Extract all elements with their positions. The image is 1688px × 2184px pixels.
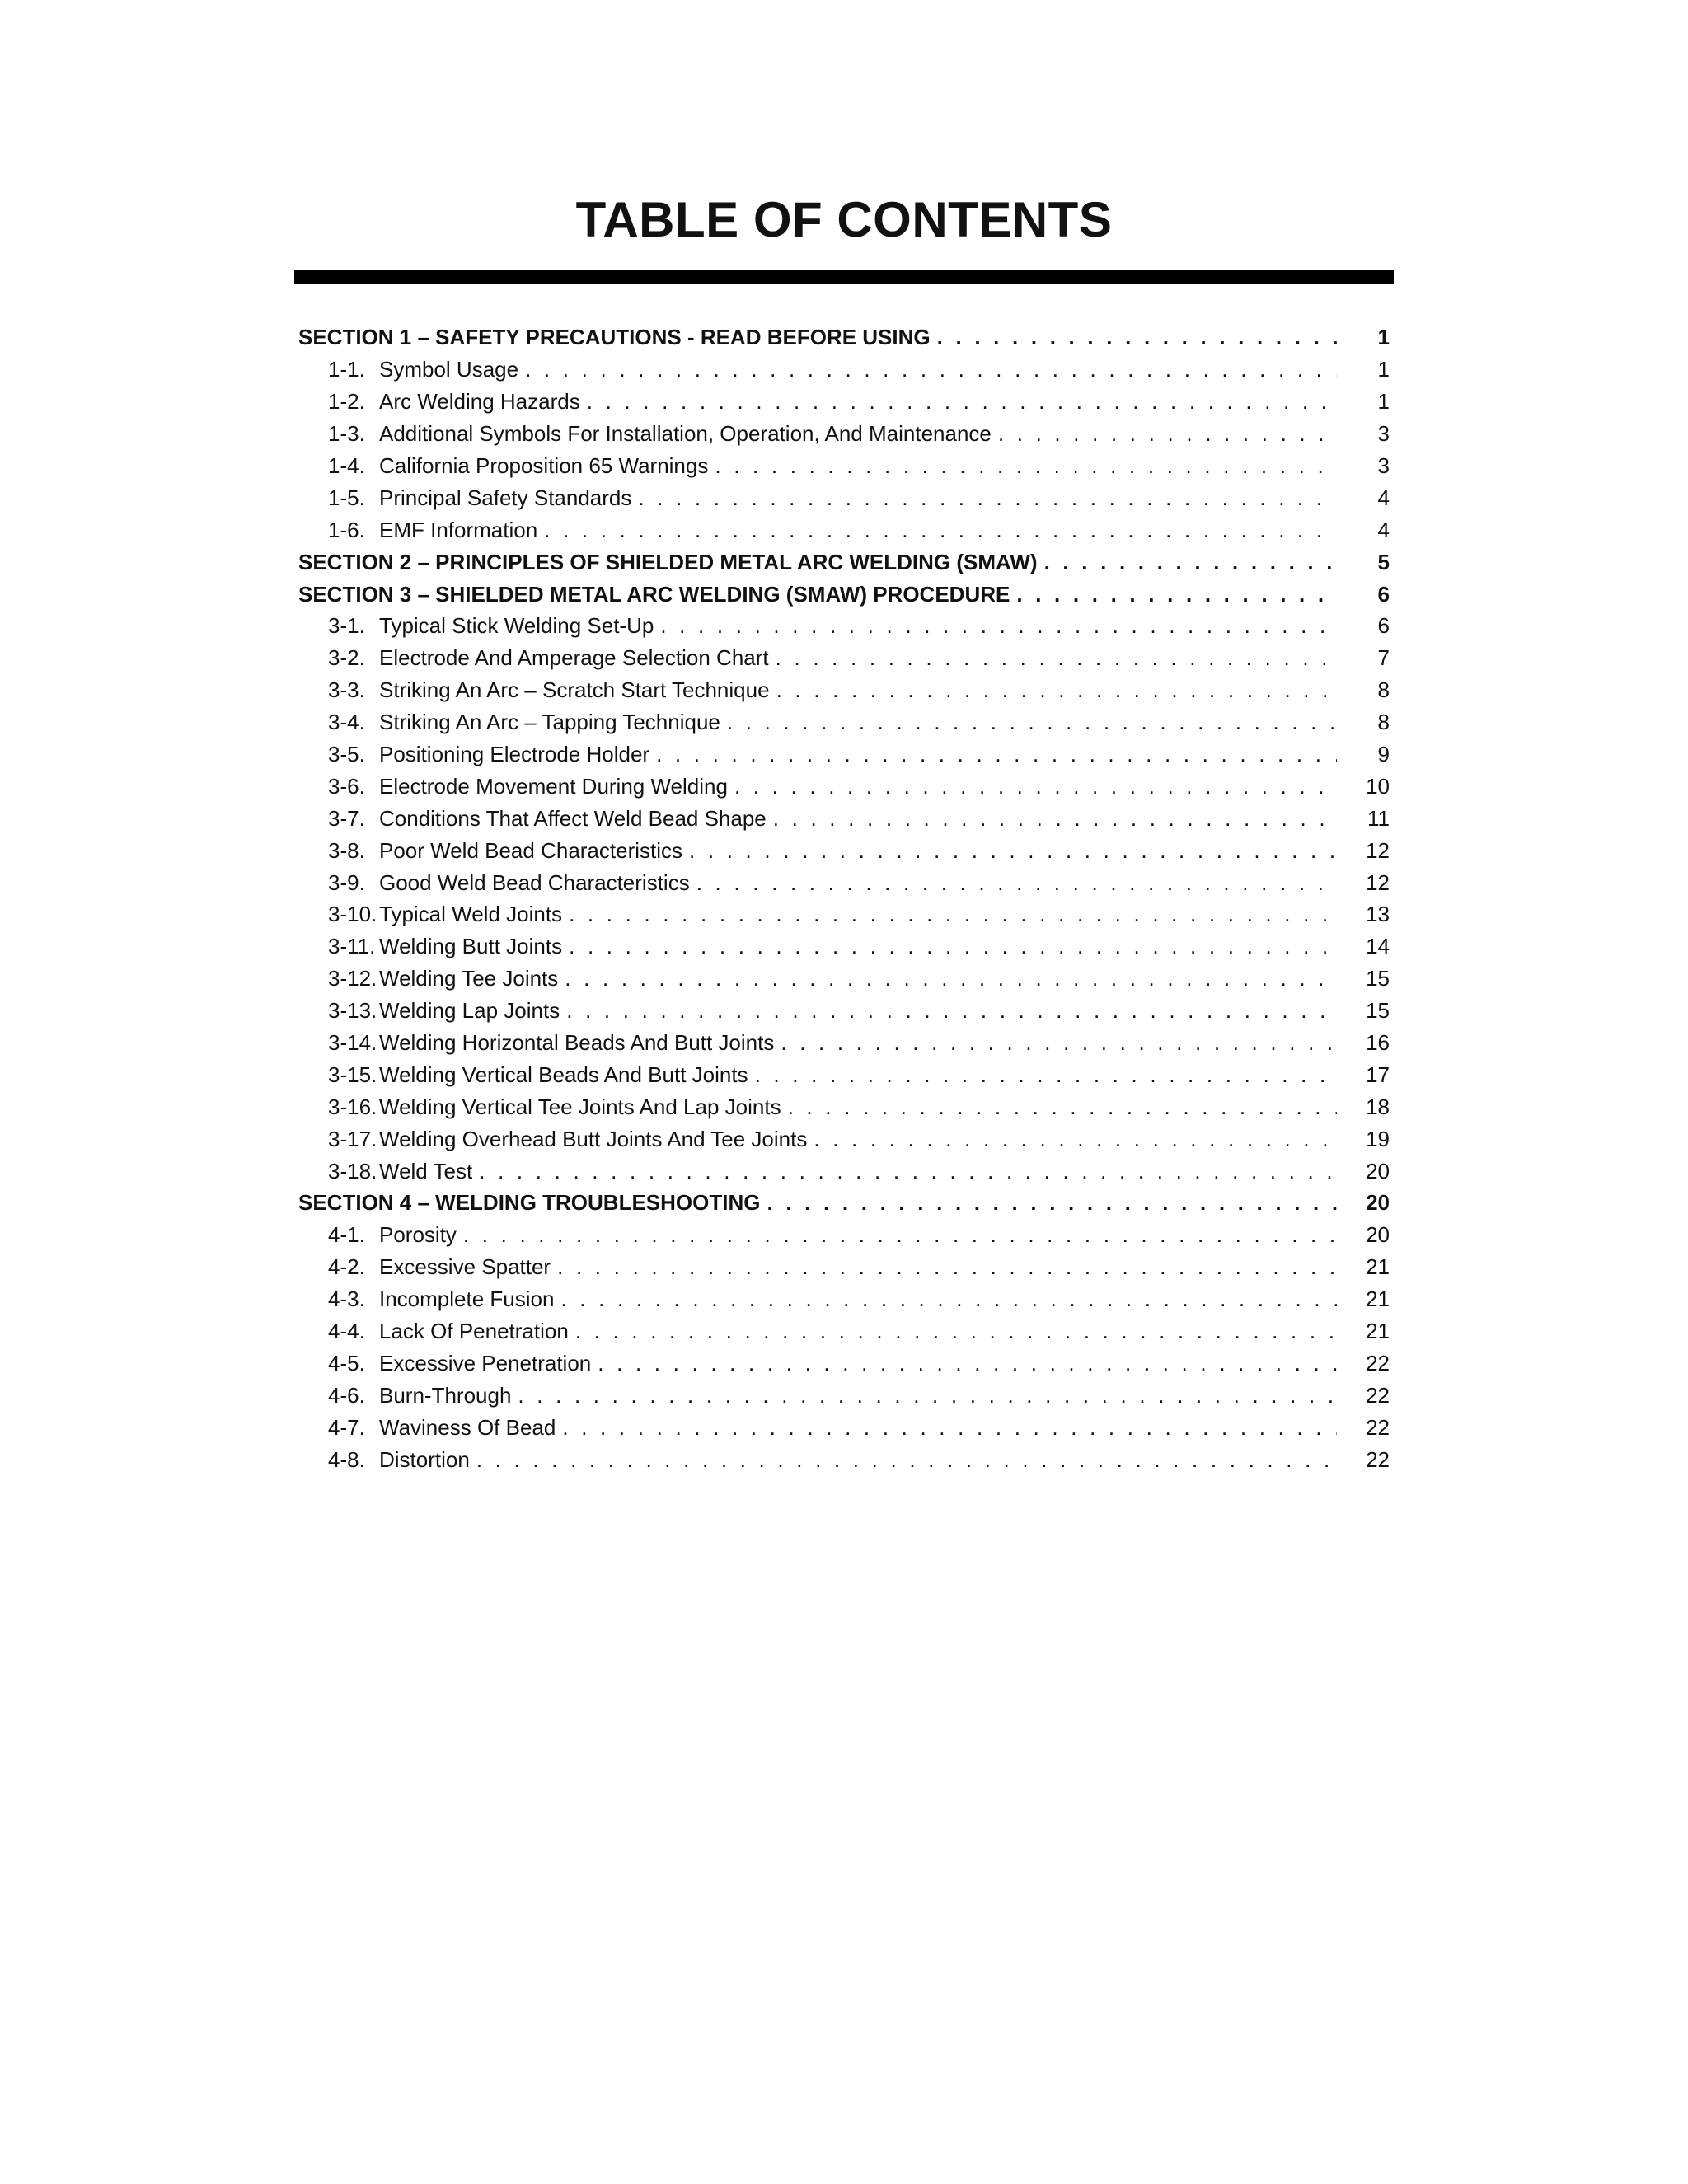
toc-subsection-entry[interactable] <box>298 1155 1395 1187</box>
toc-page-number: 5 <box>1377 549 1390 574</box>
toc-page-number: 20 <box>1366 1158 1390 1183</box>
toc-entry-number: 3-3. <box>328 677 365 703</box>
dot-leader <box>776 642 1337 673</box>
toc-entry-number: 3-18. <box>328 1158 377 1183</box>
toc-subsection-entry[interactable] <box>298 834 1395 866</box>
toc-subsection-entry[interactable] <box>298 1347 1395 1380</box>
toc-page-number: 1 <box>1377 325 1390 350</box>
toc-entry-title: Welding Horizontal Beads And Butt Joints <box>379 1030 775 1056</box>
toc-page-number: 3 <box>1377 421 1390 447</box>
toc-entry-title: EMF Information <box>379 517 538 542</box>
toc-subsection-entry[interactable] <box>298 930 1395 963</box>
toc-entry-number: 4-7. <box>328 1414 365 1440</box>
toc-entry-number: 1-4. <box>328 453 365 478</box>
toc-subsection-entry[interactable] <box>298 1283 1395 1315</box>
toc-page-number: 15 <box>1366 998 1390 1024</box>
toc-entry-number: 1-2. <box>328 389 365 415</box>
toc-page-number: 7 <box>1377 645 1390 671</box>
toc-entry-number: 4-6. <box>328 1382 365 1408</box>
toc-page-number: 17 <box>1366 1062 1390 1087</box>
toc-entry-title: Symbol Usage <box>379 357 519 382</box>
toc-entry-title: Weld Test <box>379 1158 473 1183</box>
toc-entry-number: 3-7. <box>328 805 365 831</box>
dot-leader <box>569 930 1337 962</box>
toc-subsection-entry[interactable] <box>298 642 1395 674</box>
toc-entry-title: Welding Tee Joints <box>379 966 559 991</box>
dot-leader <box>776 674 1337 705</box>
toc-entry-number: 1-1. <box>328 357 365 382</box>
toc-entry-number: 4-8. <box>328 1446 365 1472</box>
toc-subsection-entry[interactable] <box>298 770 1395 802</box>
dot-leader <box>479 1155 1337 1187</box>
toc-entry-number: 3-17. <box>328 1126 377 1151</box>
toc-subsection-entry[interactable] <box>298 1058 1395 1090</box>
toc-entry-title: Positioning Electrode Holder <box>379 742 650 767</box>
toc-subsection-entry[interactable] <box>298 513 1395 546</box>
toc-page-number: 10 <box>1366 773 1390 799</box>
toc-entry-number: 3-13. <box>328 998 377 1024</box>
dot-leader <box>562 1412 1337 1443</box>
dot-leader <box>518 1380 1337 1411</box>
dot-leader <box>727 706 1337 738</box>
title-divider <box>294 270 1394 284</box>
toc-page-number: 8 <box>1377 710 1390 735</box>
dot-leader <box>715 450 1337 481</box>
toc-subsection-entry[interactable] <box>298 481 1395 513</box>
toc-page-number: 1 <box>1377 389 1390 415</box>
toc-entry-title: Excessive Spatter <box>379 1254 551 1280</box>
toc-page-number: 22 <box>1366 1382 1390 1408</box>
toc-entry-title: SECTION 2 – PRINCIPLES OF SHIELDED METAL ARC WELDING (SMAW) <box>298 549 1038 574</box>
toc-entry-number: 4-1. <box>328 1222 365 1248</box>
toc-page-number: 8 <box>1377 677 1390 703</box>
toc-page-number: 22 <box>1366 1446 1390 1472</box>
toc-entry-number: 4-5. <box>328 1350 365 1376</box>
toc-page-number: 19 <box>1366 1126 1390 1151</box>
toc-entry-title: Welding Vertical Beads And Butt Joints <box>379 1062 748 1087</box>
toc-page-number: 3 <box>1377 453 1390 478</box>
toc-entry-title: California Proposition 65 Warnings <box>379 453 709 478</box>
dot-leader <box>696 867 1337 898</box>
toc-entry-title: SECTION 3 – SHIELDED METAL ARC WELDING (SMAW) PROCEDURE <box>298 581 1010 607</box>
toc-subsection-entry[interactable] <box>298 1251 1395 1283</box>
toc-entry-title: Burn-Through <box>379 1382 512 1408</box>
dot-leader <box>734 771 1337 802</box>
toc-subsection-entry[interactable] <box>298 1122 1395 1155</box>
toc-entry-title: Typical Weld Joints <box>379 902 563 927</box>
dot-leader <box>781 1027 1337 1058</box>
toc-subsection-entry[interactable] <box>298 898 1395 930</box>
toc-subsection-entry[interactable] <box>298 995 1395 1027</box>
dot-leader <box>598 1347 1337 1379</box>
toc-subsection-entry[interactable] <box>298 1090 1395 1122</box>
toc-page-number: 11 <box>1367 805 1390 831</box>
page-title: TABLE OF CONTENTS <box>575 192 1113 247</box>
toc-entry-title: Principal Safety Standards <box>379 485 632 510</box>
dot-leader <box>575 1315 1337 1347</box>
toc-entry-number: 3-12. <box>328 966 377 991</box>
toc-entry-number: 4-3. <box>328 1286 365 1312</box>
toc-entry-number: 3-8. <box>328 837 365 863</box>
toc-subsection-entry[interactable] <box>298 738 1395 771</box>
toc-entry-number: 3-4. <box>328 710 365 735</box>
toc-entry-title: Conditions That Affect Weld Bead Shape <box>379 805 767 831</box>
toc-entry-number: 3-16. <box>328 1094 377 1119</box>
dot-leader <box>476 1444 1337 1475</box>
toc-subsection-entry[interactable] <box>298 1411 1395 1443</box>
dot-leader <box>566 995 1337 1026</box>
toc-entry-title: Lack Of Penetration <box>379 1319 569 1344</box>
toc-section-entry[interactable] <box>298 321 1395 354</box>
toc-section-entry[interactable] <box>298 546 1395 578</box>
dot-leader <box>814 1123 1337 1155</box>
dot-leader <box>656 738 1337 770</box>
toc-page-number: 16 <box>1366 1030 1390 1056</box>
toc-subsection-entry[interactable] <box>298 866 1395 898</box>
toc-page-number: 4 <box>1377 517 1390 542</box>
toc-page-number: 9 <box>1377 742 1390 767</box>
toc-page-number: 20 <box>1366 1222 1390 1248</box>
toc-entry-title: Striking An Arc – Scratch Start Technique <box>379 677 770 703</box>
toc-entry-title: Incomplete Fusion <box>379 1286 555 1312</box>
toc-subsection-entry[interactable] <box>298 802 1395 834</box>
toc-subsection-entry[interactable] <box>298 418 1395 450</box>
toc-entry-number: 3-10. <box>328 902 377 927</box>
toc-entry-number: 3-9. <box>328 869 365 895</box>
dot-leader <box>557 1251 1337 1282</box>
toc-entry-title: Additional Symbols For Installation, Operation, And Maintenance <box>379 421 992 447</box>
toc-entry-title: SECTION 4 – WELDING TROUBLESHOOTING <box>298 1190 761 1216</box>
dot-leader <box>937 321 1337 353</box>
toc-subsection-entry[interactable] <box>298 674 1395 706</box>
dot-leader <box>788 1091 1337 1122</box>
toc-page-number: 21 <box>1366 1286 1390 1312</box>
toc-subsection-entry[interactable] <box>298 354 1395 386</box>
dot-leader <box>773 803 1337 834</box>
dot-leader <box>569 898 1337 930</box>
toc-page-number: 12 <box>1366 869 1390 895</box>
dot-leader <box>1016 579 1337 610</box>
dot-leader <box>1044 546 1337 578</box>
dot-leader <box>525 354 1337 385</box>
dot-leader <box>638 482 1337 513</box>
toc-entry-title: Striking An Arc – Tapping Technique <box>379 710 720 735</box>
toc-page-number: 21 <box>1366 1254 1390 1280</box>
dot-leader <box>565 963 1337 994</box>
toc-entry-number: 3-5. <box>328 742 365 767</box>
toc-entry-title: Porosity <box>379 1222 457 1248</box>
toc-subsection-entry[interactable] <box>298 1315 1395 1347</box>
toc-entry-title: Welding Butt Joints <box>379 934 563 959</box>
toc-entry-number: 1-3. <box>328 421 365 447</box>
dot-leader <box>689 835 1337 866</box>
toc-entry-title: Excessive Penetration <box>379 1350 592 1376</box>
toc-entry-title: Good Weld Bead Characteristics <box>379 869 690 895</box>
dot-leader <box>544 514 1337 546</box>
dot-leader <box>755 1059 1337 1090</box>
toc-entry-number: 4-4. <box>328 1319 365 1344</box>
toc-subsection-entry[interactable] <box>298 450 1395 482</box>
toc-page-number: 18 <box>1366 1094 1390 1119</box>
dot-leader <box>560 1283 1337 1315</box>
toc-entry-title: Welding Lap Joints <box>379 998 560 1024</box>
toc-entry-number: 3-11. <box>328 934 376 959</box>
toc-entry-title: Welding Vertical Tee Joints And Lap Joints <box>379 1094 781 1119</box>
toc-subsection-entry[interactable] <box>298 1219 1395 1251</box>
toc-entry-title: Electrode And Amperage Selection Chart <box>379 645 769 671</box>
toc-page-number: 13 <box>1366 902 1390 927</box>
dot-leader <box>660 610 1337 641</box>
toc-subsection-entry[interactable] <box>298 1027 1395 1059</box>
toc-subsection-entry[interactable] <box>298 963 1395 995</box>
toc-page-number: 22 <box>1366 1414 1390 1440</box>
toc-subsection-entry[interactable] <box>298 706 1395 738</box>
toc-entry-title: Arc Welding Hazards <box>379 389 580 415</box>
toc-entry-title: Poor Weld Bead Characteristics <box>379 837 683 863</box>
toc-page-number: 4 <box>1377 485 1390 510</box>
toc-entry-number: 3-15. <box>328 1062 377 1087</box>
toc-subsection-entry[interactable] <box>298 1443 1395 1475</box>
toc-entry-title: Distortion <box>379 1446 470 1472</box>
toc-entry-number: 3-6. <box>328 773 365 799</box>
toc-subsection-entry[interactable] <box>298 1379 1395 1411</box>
toc-page-number: 1 <box>1377 357 1390 382</box>
toc-page-number: 22 <box>1366 1350 1390 1376</box>
toc-entry-title: Waviness Of Bead <box>379 1414 556 1440</box>
toc-entry-title: Typical Stick Welding Set-Up <box>379 613 654 639</box>
toc-entry-number: 1-5. <box>328 485 365 510</box>
toc-entry-number: 4-2. <box>328 1254 365 1280</box>
toc-entry-number: 3-2. <box>328 645 365 671</box>
toc-page-number: 6 <box>1377 613 1390 639</box>
toc-entry-title: SECTION 1 – SAFETY PRECAUTIONS - READ BEFORE USING <box>298 325 931 350</box>
toc-page-number: 14 <box>1366 934 1390 959</box>
toc-entry-title: Welding Overhead Butt Joints And Tee Joints <box>379 1126 808 1151</box>
toc-section-entry[interactable] <box>298 578 1395 610</box>
toc-page-number: 12 <box>1366 837 1390 863</box>
toc-page-number: 15 <box>1366 966 1390 991</box>
toc-page-number: 21 <box>1366 1319 1390 1344</box>
toc-entry-title: Electrode Movement During Welding <box>379 773 728 799</box>
toc-subsection-entry[interactable] <box>298 386 1395 418</box>
toc-entry-number: 3-14. <box>328 1030 377 1056</box>
toc-page-number: 6 <box>1377 581 1390 607</box>
table-of-contents <box>298 321 1395 1475</box>
toc-page-number: 20 <box>1366 1190 1390 1216</box>
toc-section-entry[interactable] <box>298 1187 1395 1219</box>
dot-leader <box>767 1187 1337 1218</box>
dot-leader <box>463 1219 1337 1250</box>
dot-leader <box>587 386 1337 417</box>
dot-leader <box>998 418 1337 449</box>
toc-entry-number: 3-1. <box>328 613 365 639</box>
toc-entry-number: 1-6. <box>328 517 365 542</box>
toc-subsection-entry[interactable] <box>298 610 1395 642</box>
